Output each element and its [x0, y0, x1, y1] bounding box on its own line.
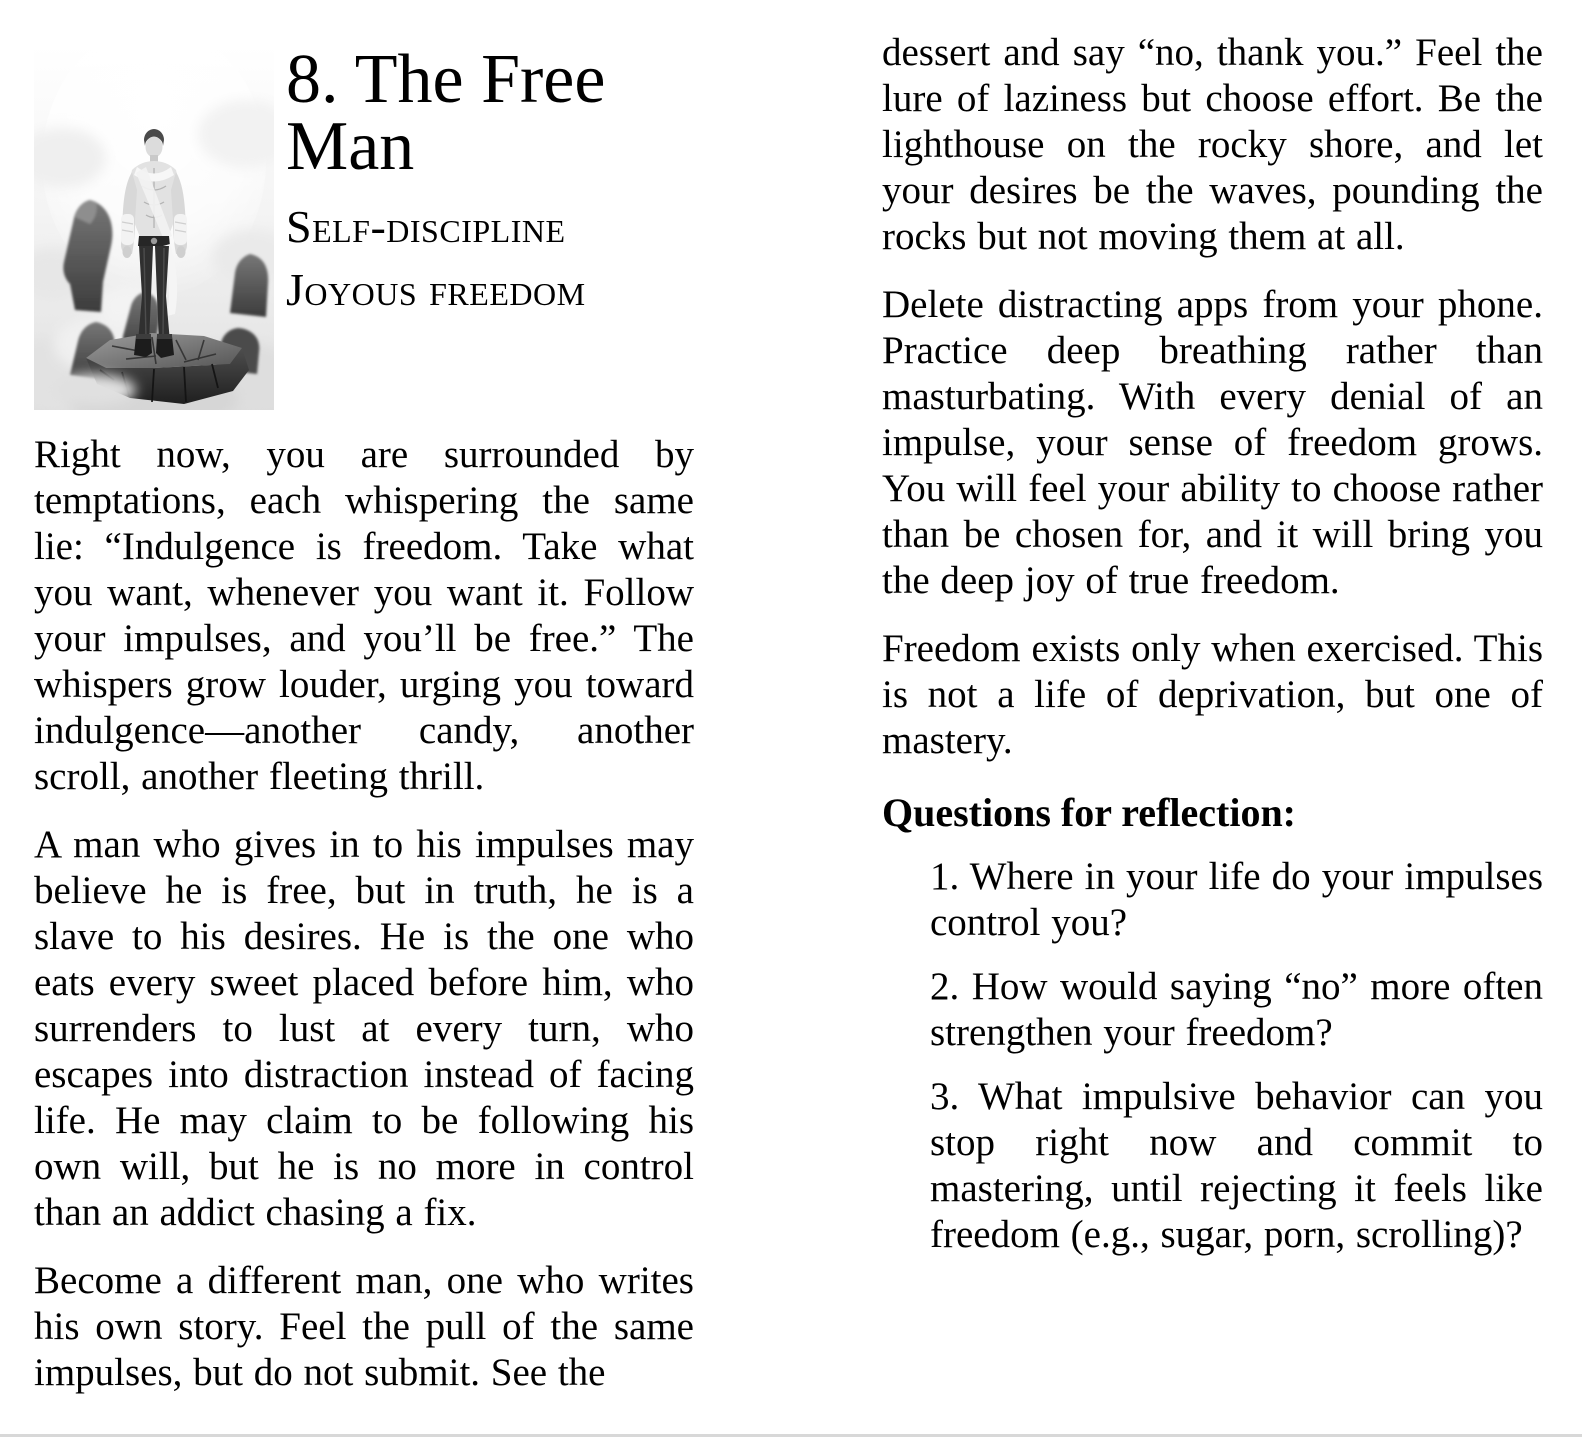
left-column: [34, 41, 694, 1396]
chapter-subtitle-self-discipline: Self-discipline: [286, 201, 566, 252]
chapter-titles: [286, 41, 694, 410]
paragraph-slave-to-desires: A man who gives in to his impulses may believe he is free, but in truth, he is a slave to his desires. He is the one who eats every sweet placed before him, who surrenders to lust at every turn, who escapes into distraction instead of facing life. He may claim to be following his own will, but he is no more in control than an addict chasing a fix.: [34, 823, 694, 1234]
man-left-boot: [134, 336, 152, 357]
paragraph-dessert-lighthouse: dessert and say “no, thank you.” Feel the lure of laziness but choose effort. Be the lighthouse on the rocky shore, and let your desires be the waves, pounding the rocks but not moving them at all.: [882, 31, 1543, 258]
right-boot-cuff: [157, 334, 172, 339]
mist-over-cliff-base: [52, 374, 136, 406]
man-on-cliff-illustration: [34, 46, 274, 410]
left-boot-cuff: [136, 334, 151, 339]
chapter-subtitle-joyous-freedom: Joyous freedom: [286, 264, 586, 315]
question-item-1: 1. Where in your life do your impulses control you?: [930, 855, 1543, 944]
page-bottom-divider: [0, 1434, 1582, 1437]
chapter-title: 8. The Free Man: [286, 41, 606, 185]
paragraph-delete-apps: Delete distracting apps from your phone. Practice deep breathing rather than masturbating. With every denial of an impulse, your sense of freedom grows. You will feel your ability to choose rather than be chosen for, and it will bring you the deep joy of true freedom.: [882, 283, 1543, 602]
man-left-hand: [123, 246, 132, 258]
paragraph-temptations: Right now, you are surrounded by temptations, each whispering the same lie: “Indulgence is freedom. Take what you want, whenever you want it. Follow your impulses, and you’ll be free.” The whispers grow louder, urging you toward indulgence—another candy, another scroll, another fleeting thrill.: [34, 433, 694, 798]
chapter-illustration: [34, 46, 274, 410]
questions-heading: Questions for reflection:: [882, 790, 1297, 835]
man-right-bracer: [174, 214, 187, 245]
man-left-bracer: [121, 214, 134, 245]
paragraph-freedom-exercised: Freedom exists only when exercised. This is not a life of deprivation, but one of mastery.: [882, 627, 1543, 762]
man-belt-buckle: [151, 238, 157, 244]
right-column: [882, 30, 1543, 1258]
paragraph-become-different-man: Become a different man, one who writes his own story. Feel the pull of the same impulses, but do not submit. See the: [34, 1259, 694, 1394]
man-right-hand: [177, 246, 186, 258]
question-item-2: 2. How would saying “no” more often strengthen your freedom?: [930, 965, 1543, 1054]
chapter-header: [34, 41, 694, 410]
question-item-3: 3. What impulsive behavior can you stop right now and commit to mastering, until rejecting it feels like freedom (e.g., sugar, porn, scrolling)?: [930, 1075, 1543, 1256]
man-head: [146, 137, 163, 158]
man-right-boot: [156, 336, 174, 358]
